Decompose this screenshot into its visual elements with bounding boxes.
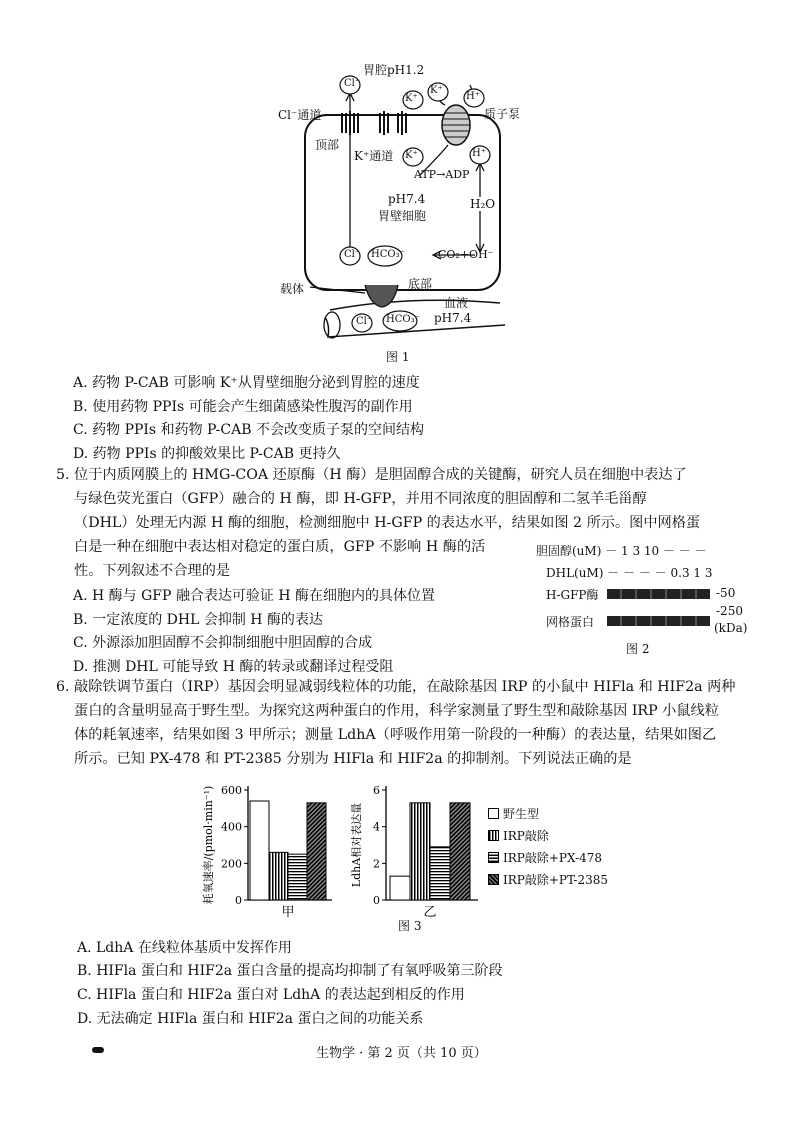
legend-label: IRP敲除+PX-478: [503, 851, 603, 865]
q6-line-3: 体的耗氧速率，结果如图 3 甲所示；测量 LdhA（呼吸作用第一阶段的一种酶）的表达量，结果如图乙: [74, 727, 717, 743]
fig3-legend-wildtype: [488, 805, 539, 822]
y-tick-label: 2: [373, 857, 380, 871]
fig2-mw-250: -250: [716, 604, 743, 618]
bar-1: [250, 801, 269, 900]
y-axis-label: 耗氧速率/(pmol·min⁻¹): [202, 785, 215, 905]
y-tick-label: 600: [221, 784, 242, 797]
fig1-top-label: 胃腔pH1.2: [363, 63, 425, 77]
fig3-chart-yi: [348, 778, 488, 928]
q5-option-b: B. 一定浓度的 DHL 会抑制 H 酶的表达: [73, 612, 323, 628]
q6-option-b: B. HIFla 蛋白和 HIF2a 蛋白含量的提高均抑制了有氧呼吸第三阶段: [77, 963, 503, 979]
bar-1: [390, 876, 410, 900]
q6-option-c: C. HIFla 蛋白和 HIF2a 蛋白对 LdhA 的表达起到相反的作用: [77, 987, 465, 1003]
q5-line-2: 与绿色荧光蛋白（GFP）融合的 H 酶，即 H-GFP，并用不同浓度的胆固醇和二氢羊毛甾醇: [74, 491, 647, 507]
q6-line-2: 蛋白的含量明显高于野生型。为探究这两种蛋白的作用，科学家测量了野生型和敲除基因 IRP 小鼠线粒: [74, 703, 719, 719]
fig1-ion-k-2: K⁺: [430, 85, 443, 96]
legend-swatch-vertical: [488, 830, 499, 841]
chart-title: 甲: [281, 905, 295, 920]
fig2-hgfp-band: [607, 589, 710, 599]
scan-mark: [92, 1047, 104, 1053]
fig1-caption: 图 1: [386, 350, 410, 364]
q4-option-a: A. 药物 P-CAB 可影响 K⁺从胃壁细胞分泌到胃腔的速度: [73, 375, 420, 391]
y-axis-label: LdhA相对表达量: [350, 802, 363, 888]
fig2-band-hgfp-label: H-GFP酶: [546, 588, 599, 602]
fig1-cl-channel: Cl⁻通道: [278, 108, 322, 122]
q5-line-1: 5. 位于内质网膜上的 HMG-COA 还原酶（H 酶）是胆固醇合成的关键酶，研究人员在细胞中表达了: [56, 467, 687, 483]
legend-label: IRP敲除: [503, 829, 549, 843]
q6-line-4: 所示。已知 PX-478 和 PT-2385 分别为 HIFla 和 HIF2a 的抑制剂。下列说法正确的是: [74, 751, 632, 767]
fig1-co2: CO₂+OH⁻: [438, 248, 494, 261]
fig1-ion-k-1: K⁺: [405, 93, 418, 104]
fig2-band-clathrin-label: 网格蛋白: [546, 615, 595, 629]
page-footer: 生物学 · 第 2 页（共 10 页）: [316, 1046, 487, 1061]
fig1-atp: ATP→ADP: [414, 168, 470, 181]
fig3-legend-irp-ko-px: [488, 849, 602, 866]
fig1-ion-hco3-mid: HCO₃⁻: [371, 249, 405, 260]
fig1-ph-blood: pH7.4: [434, 311, 472, 325]
bar-4: [307, 803, 326, 900]
fig2-unit: (kDa): [714, 621, 748, 635]
bar-2: [269, 852, 288, 900]
bar-4: [450, 803, 470, 900]
fig3-legend-irp-ko-pt: [488, 871, 608, 888]
q5-option-a: A. H 酶与 GFP 融合表达可验证 H 酶在细胞内的具体位置: [73, 588, 435, 604]
y-tick-label: 200: [221, 857, 242, 871]
fig3-chart-jia: [200, 778, 350, 928]
y-tick-label: 0: [235, 894, 242, 907]
legend-label: IRP敲除+PT-2385: [503, 873, 609, 887]
fig1-basal: 底部: [408, 277, 433, 291]
fig2-mw-50: -50: [716, 586, 736, 600]
fig1-proton-pump: 质子泵: [484, 107, 521, 121]
fig1-h2o: H₂O: [470, 197, 496, 211]
fig1-blood: 血液: [444, 296, 469, 310]
q6-option-a: A. LdhA 在线粒体基质中发挥作用: [77, 940, 292, 956]
fig3-legend-irp-ko: [488, 827, 549, 844]
fig2-row-cholesterol: 胆固醇(uM) － 1 3 10 － － －: [536, 544, 707, 558]
q6-line-1: 6. 敲除铁调节蛋白（IRP）基因会明显减弱线粒体的功能，在敲除基因 IRP 的小鼠中 HIFla 和 HIF2a 两种: [56, 679, 736, 695]
fig1-ion-h-top: H⁺: [466, 91, 480, 102]
fig2-caption: 图 2: [626, 642, 650, 656]
q5-line-3: （DHL）处理无内源 H 酶的细胞，检测细胞中 H-GFP 的表达水平，结果如图 2 所示。图中网格蛋: [74, 515, 701, 531]
fig1-k-channel: K⁺通道: [354, 149, 394, 163]
bar-3: [288, 854, 307, 900]
legend-swatch-white: [488, 808, 499, 819]
q5-line-4: 白是一种在细胞中表达相对稳定的蛋白质，GFP 不影响 H 酶的活: [74, 539, 486, 555]
fig1-carrier: 载体: [280, 282, 305, 296]
bar-2: [410, 803, 430, 900]
q5-line-5: 性。下列叙述不合理的是: [74, 563, 231, 579]
legend-swatch-dense: [488, 874, 499, 885]
q5-option-d: D. 推测 DHL 可能导致 H 酶的转录或翻译过程受阻: [73, 659, 394, 675]
y-tick-label: 400: [221, 820, 242, 834]
q4-option-c: C. 药物 PPIs 和药物 P-CAB 不会改变质子泵的空间结构: [73, 422, 424, 438]
fig3-caption: 图 3: [398, 919, 422, 933]
q4-option-b: B. 使用药物 PPIs 可能会产生细菌感染性腹泻的副作用: [73, 399, 413, 415]
fig1-cell-name: 胃壁细胞: [378, 209, 427, 223]
q6-option-d: D. 无法确定 HIFla 蛋白和 HIF2a 蛋白之间的功能关系: [77, 1011, 424, 1027]
bar-3: [430, 847, 450, 900]
fig1-ion-cl-bot: Cl⁻: [356, 316, 373, 327]
legend-swatch-horizontal: [488, 852, 499, 863]
fig2-clathrin-band: [607, 616, 710, 626]
fig1-ion-h-mid: H⁺: [472, 148, 486, 159]
fig1-ion-cl-top: Cl⁻: [344, 78, 361, 89]
fig1-ph-cell: pH7.4: [388, 192, 426, 206]
chart-title: 乙: [423, 905, 437, 920]
y-tick-label: 4: [373, 820, 380, 834]
y-tick-label: 6: [373, 784, 380, 797]
q4-option-d: D. 药物 PPIs 的抑酸效果比 P-CAB 更持久: [73, 446, 341, 462]
fig1-ion-k-3: K⁺: [405, 150, 418, 161]
fig2-row-dhl: DHL(uM) － － － － 0.3 1 3: [546, 566, 713, 580]
fig1-apical: 顶部: [315, 138, 340, 152]
fig1-ion-hco3-bot: HCO₃⁻: [386, 314, 420, 325]
fig1-ion-cl-mid: Cl⁻: [344, 249, 361, 260]
q5-option-c: C. 外源添加胆固醇不会抑制细胞中胆固醇的合成: [73, 635, 373, 651]
legend-label: 野生型: [503, 807, 540, 821]
y-tick-label: 0: [373, 894, 380, 907]
